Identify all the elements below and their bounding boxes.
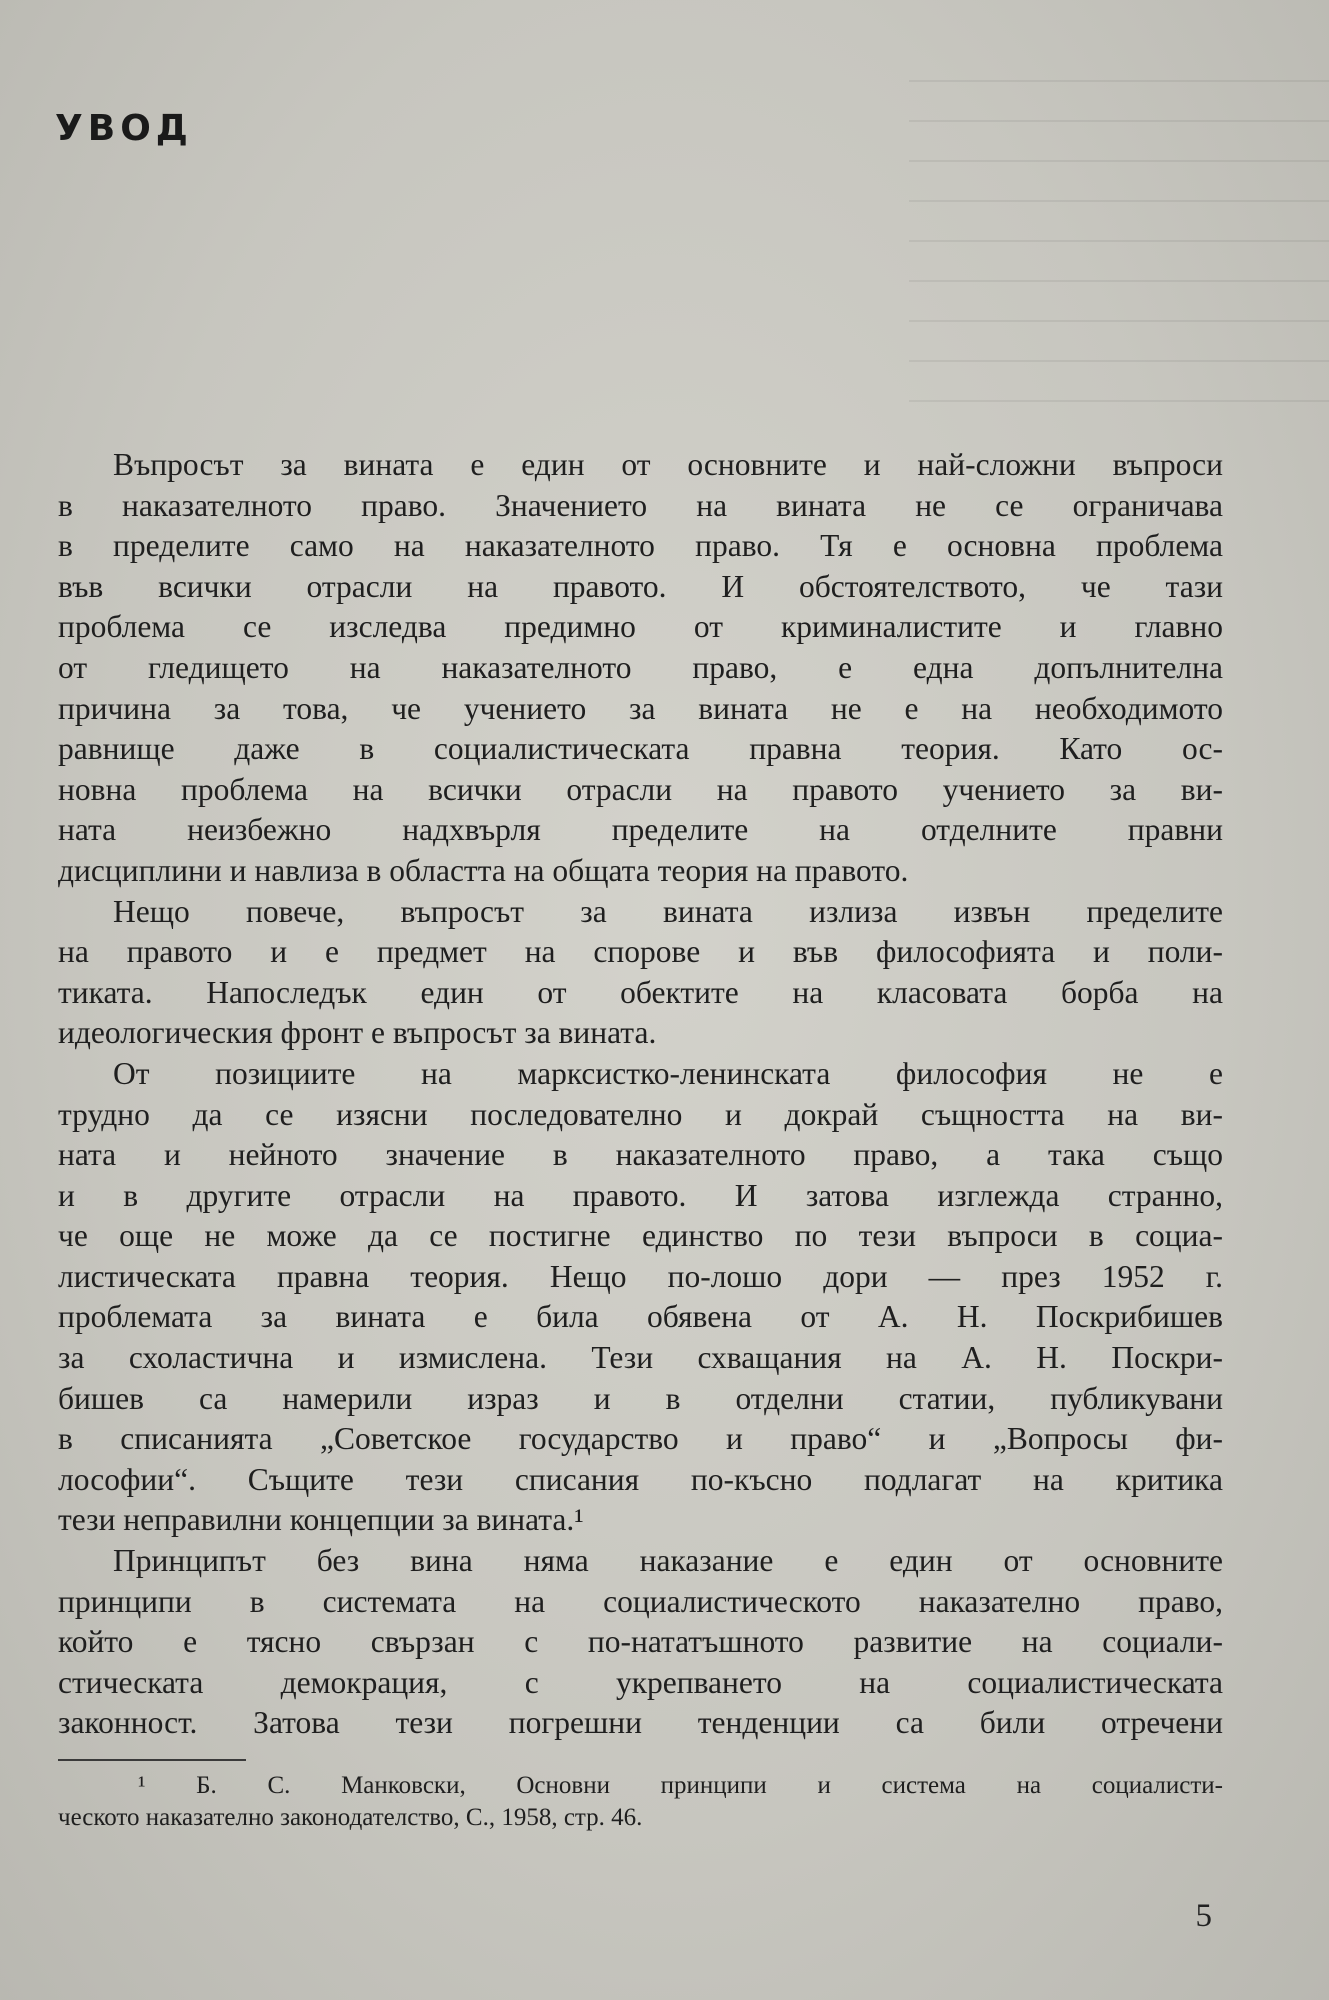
text-line: в наказателното право. Значението на вината не се ограничава — [58, 487, 1223, 523]
text-line: ната неизбежно надхвърля пределите на отделните правни — [58, 812, 1223, 848]
text-line: във всички отрасли на правото. И обстоятелството, че тази — [58, 568, 1223, 604]
text-line: принципи в системата на социалистическото наказателно право, — [58, 1583, 1223, 1619]
text-line: проблемата за вината е била обявена от А. Н. Поскрибишев — [58, 1299, 1223, 1335]
text-line: идеологическия фронт е въпросът за вината. — [58, 1015, 657, 1051]
text-line: ната и нейното значение в наказателното право, а така също — [58, 1137, 1223, 1173]
text-line: в пределите само на наказателното право. Тя е основна проблема — [58, 528, 1223, 564]
text-line: листическата правна теория. Нещо по-лошо дори — през 1952 г. — [58, 1258, 1223, 1294]
text-line: проблема се изследва предимно от криминалистите и главно — [58, 609, 1223, 645]
text-line: Нещо повече, въпросът за вината излиза извън пределите — [113, 893, 1223, 929]
text-line: бишев са намерили израз и в отделни статии, публикувани — [58, 1380, 1223, 1416]
text-line: който е тясно свързан с по-нататъшното развитие на социали- — [58, 1624, 1223, 1660]
text-line: равнище даже в социалистическата правна теория. Като ос- — [58, 731, 1223, 767]
text-line: От позициите на марксистко-ленинската философия не е — [113, 1055, 1223, 1091]
body-text — [58, 445, 1223, 1744]
page-number: 5 — [1195, 1898, 1212, 1934]
text-line: за схоластична и измислена. Тези схващания на А. Н. Поскри- — [58, 1340, 1223, 1376]
text-line: стическата демокрация, с укрепването на социалистическата — [58, 1664, 1223, 1700]
text-line: тези неправилни концепции за вината.¹ — [58, 1502, 584, 1538]
text-line: от гледището на наказателното право, е една допълнителна — [58, 649, 1223, 685]
footnote-line: ческото наказателно законодателство, С., 1958, стр. 46. — [58, 1804, 643, 1831]
text-line: Въпросът за вината е един от основните и най-сложни въпроси — [113, 447, 1223, 482]
text-line: законност. Затова тези погрешни тенденции са били отречени — [58, 1705, 1223, 1741]
paragraph-4 — [58, 1541, 1223, 1744]
bleed-through-text — [909, 80, 1329, 440]
text-line: лософии“. Същите тези списания по-късно подлагат на критика — [58, 1461, 1223, 1497]
paragraph-3 — [58, 1054, 1223, 1541]
text-line: дисциплини и навлиза в областта на общата теория на правото. — [58, 852, 909, 888]
text-line: трудно да се изясни последователно и докрай същността на ви- — [58, 1096, 1223, 1132]
text-line: Принципът без вина няма наказание е един от основните — [113, 1543, 1223, 1579]
page-heading: УВОД — [55, 108, 193, 149]
footnote-line: ¹ Б. С. Манковски, Основни принципи и система на социалисти- — [138, 1772, 1223, 1799]
footnote — [58, 1770, 1223, 1834]
paragraph-2 — [58, 892, 1223, 1054]
footnote-divider — [58, 1759, 246, 1761]
text-line: новна проблема на всички отрасли на правото учението за ви- — [58, 771, 1223, 807]
text-line: на правото и е предмет на спорове и във философията и поли- — [58, 934, 1223, 970]
text-line: и в другите отрасли на правото. И затова изглежда странно, — [58, 1177, 1223, 1213]
text-line: тиката. Напоследък един от обектите на класовата борба на — [58, 974, 1223, 1010]
paragraph-1 — [58, 445, 1223, 892]
text-line: че още не може да се постигне единство по тези въпроси в социа- — [58, 1218, 1223, 1254]
text-line: причина за това, че учението за вината не е на необходимото — [58, 690, 1223, 726]
text-line: в списанията „Советское государство и право“ и „Вопросы фи- — [58, 1421, 1223, 1457]
